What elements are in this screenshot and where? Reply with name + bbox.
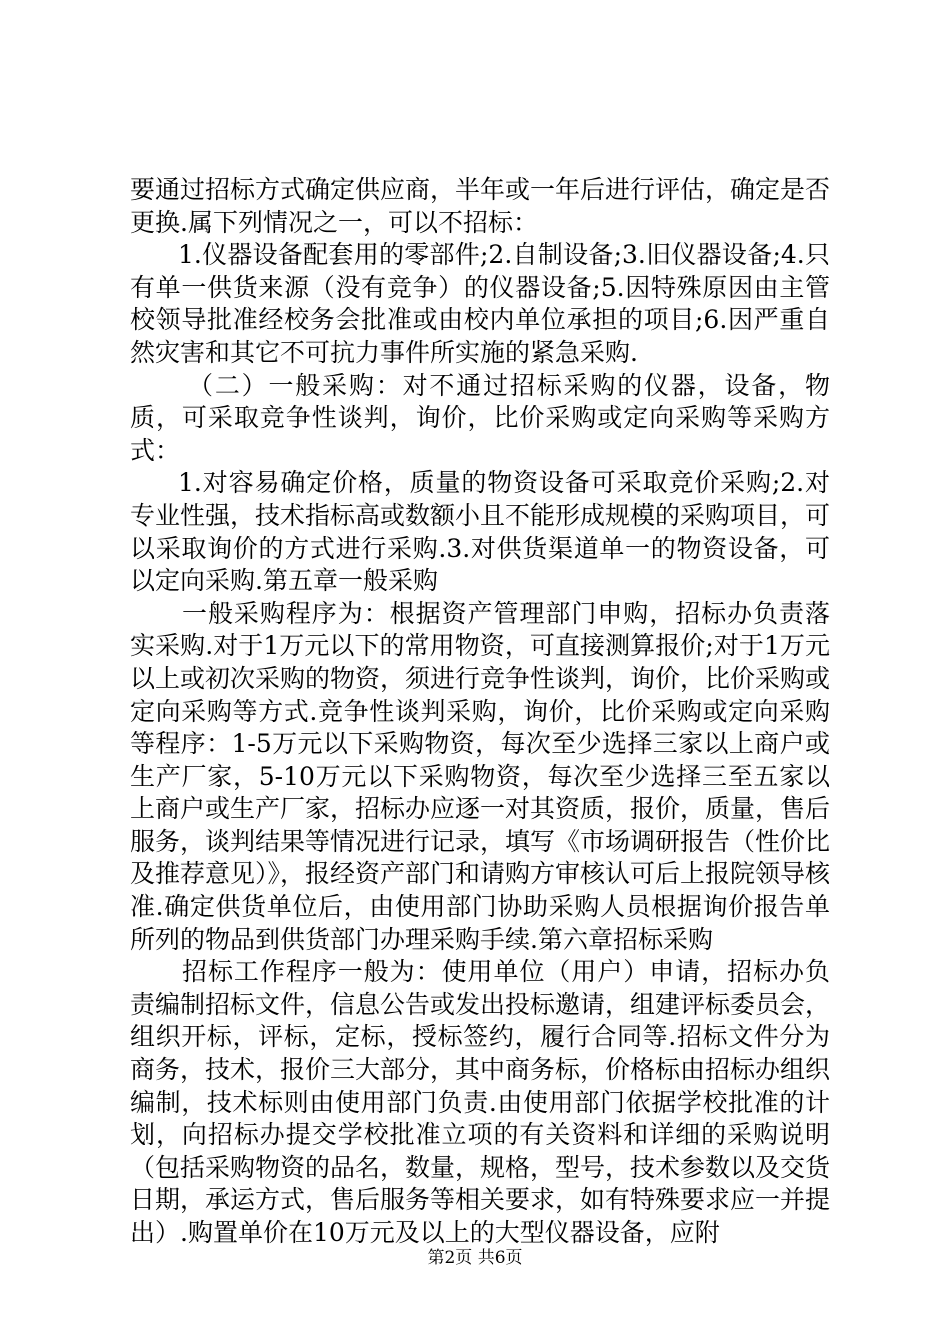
paragraph-general-procurement: （二）一般采购：对不通过招标采购的仪器，设备，物质，可采取竞争性谈判，询价，比价采购或定向采购等采购方式： [130, 370, 830, 465]
paragraph-continuation: 要通过招标方式确定供应商，半年或一年后进行评估，确定是否更换.属下列情况之一，可以不招标： [130, 175, 831, 237]
paragraph-procurement-methods: 1.对容易确定价格，质量的物资设备可采取竞价采购;2.对专业性强，技术指标高或数额小且不能形成规模的采购项目，可以采取询价的方式进行采购.3.对供货渠道单一的物资设备，可以定向采购.第五章一般采购 [130, 468, 831, 596]
paragraph-general-procedure: 一般采购程序为：根据资产管理部门申购，招标办负责落实采购.对于1万元以下的常用物资，可直接测算报价;对于1万元以上或初次采购的物资，须进行竞争性谈判，询价，比价采购或定向采购等方式.竞争性谈判采购，询价，比价采购或定向采购等程序：1-5万元以下采购物资，每次至少选择三家以上商户或生产厂家，5-10万元以下采购物资，每次至少选择三至五家以上商户或生产厂家，招标办应逐一对其资质，报价，质量，售后服务，谈判结果等情况进行记录，填写《市场调研报告（性价比及推荐意见）》，报经资产部门和请购方审核认可后上报院领导核准.确定供货单位后，由使用部门协助采购人员根据询价报告单所列的物品到供货部门办理采购手续.第六章招标采购 [130, 598, 831, 954]
paragraph-exemption-list: 1.仪器设备配套用的零部件;2.自制设备;3.旧仪器设备;4.只有单一供货来源（没有竞争）的仪器设备;5.因特殊原因由主管校领导批准经校务会批准或由校内单位承担的项目;6.因严重自然灾害和其它不可抗力事件所实施的紧急采购. [130, 240, 830, 367]
page-number-footer: 第2页 共6页 [427, 1248, 523, 1268]
document-body [130, 174, 830, 1250]
paragraph-tender-procedure: 招标工作程序一般为：使用单位（用户）申请，招标办负责编制招标文件，信息公告或发出投标邀请，组建评标委员会，组织开标，评标，定标，授标签约，履行合同等.招标文件分为商务，技术，报价三大部分，其中商务标，价格标由招标办组织编制，技术标则由使用部门负责.由使用部门依据学校批准的计划，向招标办提交学校批准立项的有关资料和详细的采购说明（包括采购物资的品名，数量，规格，型号，技术参数以及交货日期，承运方式，售后服务等相关要求，如有特殊要求应一并提出）.购置单价在10万元及以上的大型仪器设备，应附 [130, 957, 831, 1247]
